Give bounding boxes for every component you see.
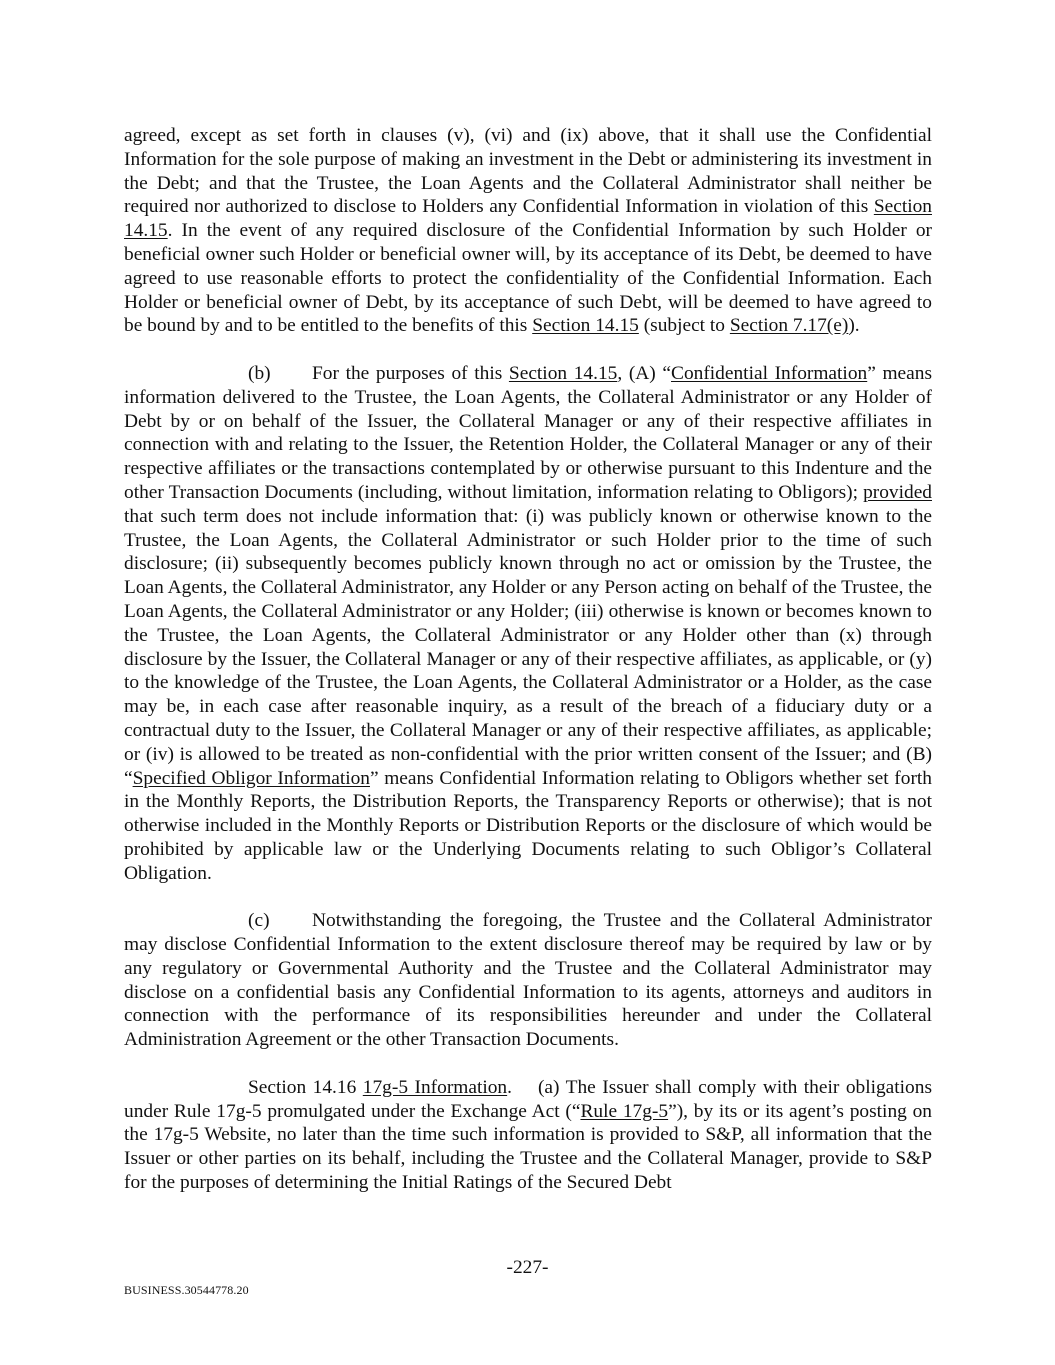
- document-id: BUSINESS.30544778.20: [124, 1283, 249, 1297]
- section-14-15-reference: Section 14.15: [508, 362, 618, 384]
- section-14-15-reference: Section 14.15: [124, 196, 932, 242]
- page-number: -227-: [506, 1257, 549, 1278]
- paragraph-c: (c) Notwithstanding the foregoing, the Trustee and the Collateral Administrator may disclose Confidential Information to the extent disclosure thereof may be required by law or by any regulatory or Governmental Authority and the Trustee and the Collateral Administrator may disclose on a confidential basis any Confidential Information to its agents, attorneys and auditors in connection with the performance of its responsibilities hereunder and under the Collateral Administration Agreement or the other Transaction Documents.: [124, 910, 932, 1051]
- section-14-15-reference: Section 14.15: [532, 315, 639, 337]
- provided-term: provided: [863, 481, 932, 503]
- section-label: Section 14.16: [248, 1076, 363, 1098]
- clause-label-c: (c): [248, 910, 270, 932]
- section-14-16: Section 14.16 17g-5 Information. (a) The Issuer shall comply with their obligations under Rule 17g-5 promulgated under the Exchange Act (“Rule 17g-5”), by its or its agent’s posting on the 17g-5 Website, no later than the time such information is provided to S&P, all information that the Issuer or other parties on its behalf, including the Trustee and the Collateral Manager, provide to S&P for the purposes of determining the Initial Ratings of the Secured Debt: [124, 1076, 937, 1194]
- clause-label-b: (b): [248, 362, 271, 384]
- defined-term-specified-obligor-information: Specified Obligor Information: [132, 767, 370, 789]
- paragraph-a-continuation: agreed, except as set forth in clauses (v), (vi) and (ix) above, that it shall use the Confidential Information for the sole purpose of making an investment in the Debt or administering its investment in the Debt; and that the Trustee, the Loan Agents and the Collateral Administrator shall neither be required nor authorized to disclose to Holders any Confidential Information in violation of this Section 14.15. In the event of any required disclosure of the Confidential Information by such Holder or beneficial owner such Holder or beneficial owner will, by its acceptance of its Debt, be deemed to have agreed to use reasonable efforts to protect the confidentiality of the Confidential Information. Each Holder or beneficial owner of Debt, by its acceptance of such Debt, will be deemed to have agreed to be bound by and to be entitled to the benefits of this Section 14.15 (subject to Section 7.17(e)).: [124, 125, 932, 337]
- defined-term-confidential-information: Confidential Information: [671, 362, 868, 384]
- section-7-17e-reference: Section 7.17(e): [729, 315, 849, 337]
- document-page: [124, 124, 937, 1195]
- defined-term-rule-17g5: Rule 17g-5: [580, 1100, 669, 1122]
- section-heading-17g5: 17g-5 Information: [362, 1076, 508, 1098]
- paragraph-b: (b) For the purposes of this Section 14.15, (A) “Confidential Information” means information delivered to the Trustee, the Loan Agents, the Collateral Administrator or any Holder of Debt by or on behalf of the Issuer, the Collateral Manager or any of their respective affiliates in connection with and relating to the Issuer, the Retention Holder, the Collateral Manager or any of their respective affiliates or the transactions contemplated by or otherwise pursuant to this Indenture and the other Transaction Documents (including, without limitation, information relating to Obligors); provided that such term does not include information that: (i) was publicly known or otherwise known to the Trustee, the Loan Agents, the Collateral Administrator or such Holder prior to the time of such disclosure; (ii) subsequently becomes publicly known through no act or omission by the Trustee, the Loan Agents, the Collateral Administrator, any Holder or any Person acting on behalf of the Trustee, the Loan Agents, the Collateral Administrator or any Holder; (iii) otherwise is known or becomes known to the Trustee, the Loan Agents, the Collateral Administrator or any Holder other than (x) through disclosure by the Issuer, the Collateral Manager or any of their respective affiliates, as applicable, or (y) to the knowledge of the Trustee, the Loan Agents, the Collateral Administrator or a Holder, as the case may be, in each case after reasonable inquiry, as a result of the breach of a fiduciary duty or a contractual duty to the Issuer, the Collateral Manager or any of their respective affiliates, as applicable; or (iv) is allowed to be treated as non-confidential with the prior written consent of the Issuer; and (B) “Specified Obligor Information” means Confidential Information relating to Obligors whether set forth in the Monthly Reports, the Distribution Reports, the Transparency Reports or otherwise); that is not otherwise included in the Monthly Reports or Distribution Reports or the disclosure of which would be prohibited by applicable law or the Underlying Documents relating to such Obligor’s Collateral Obligation.: [124, 362, 932, 884]
